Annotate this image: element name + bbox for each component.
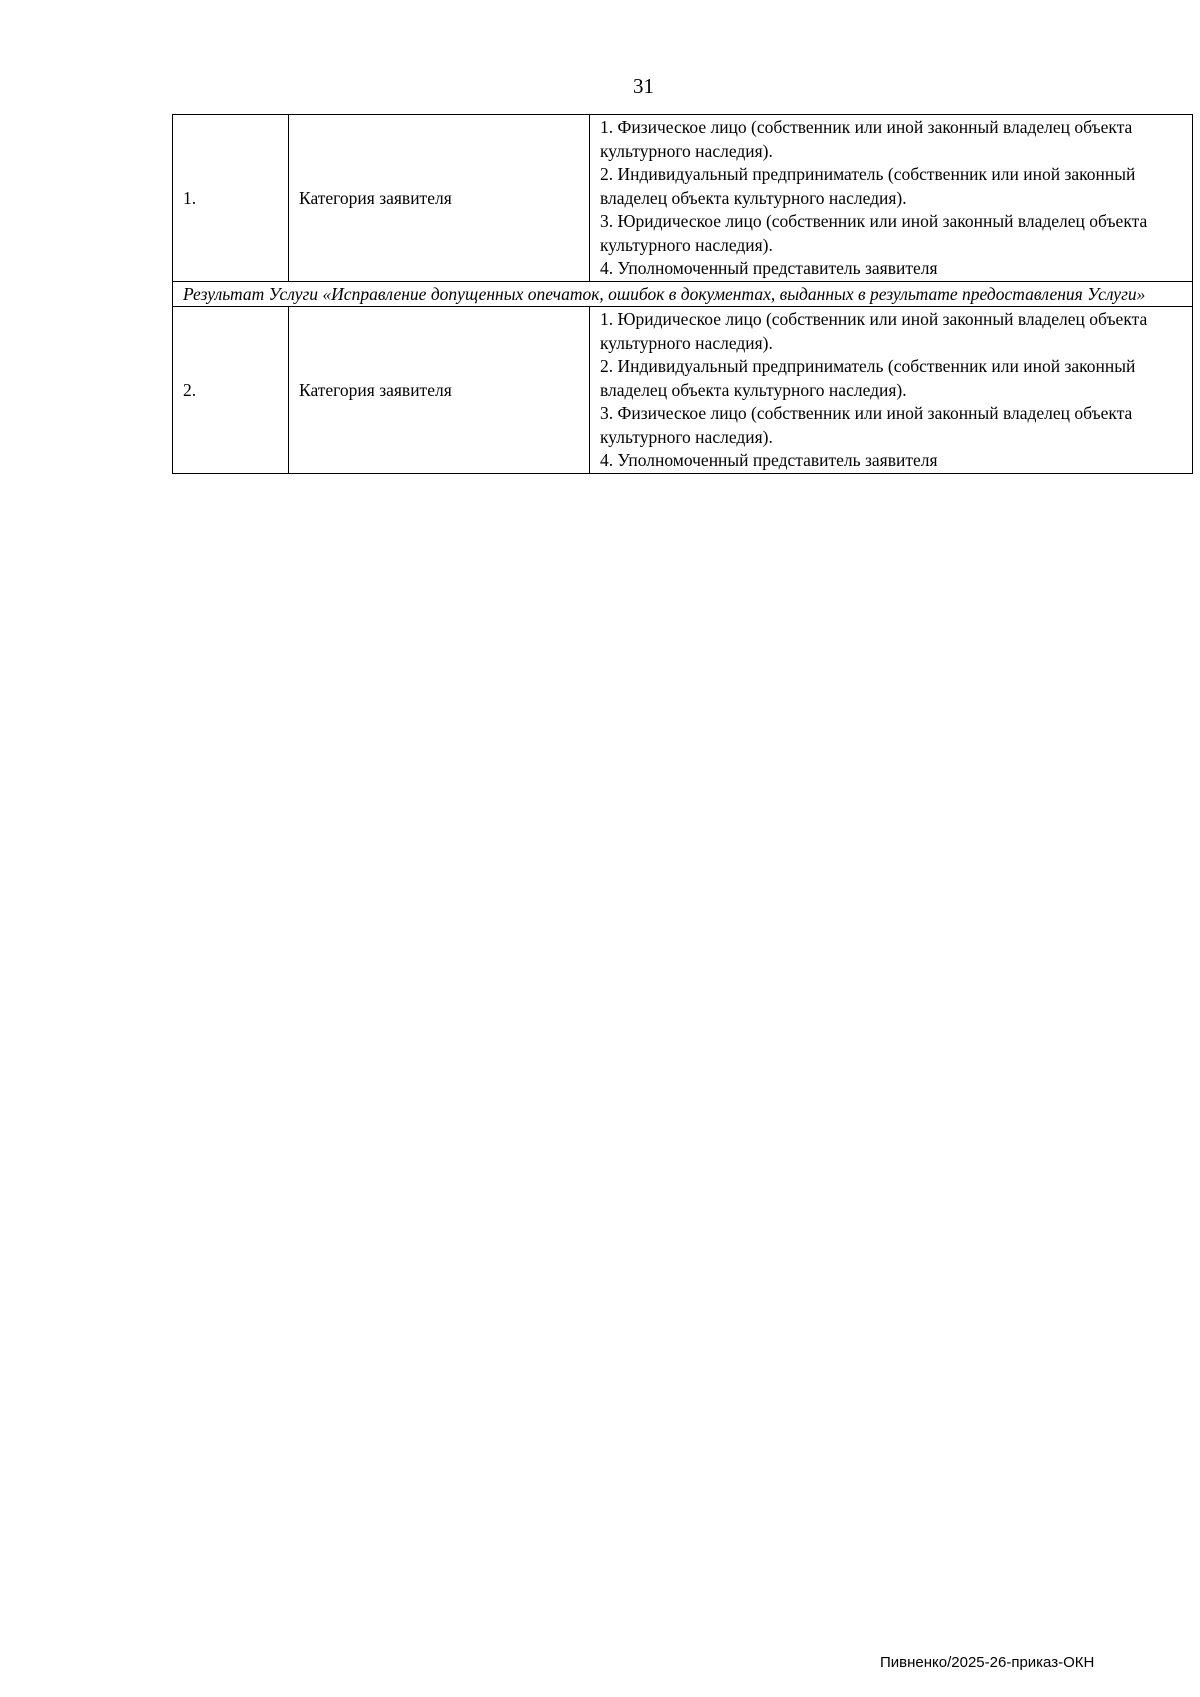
row-number: 1.: [173, 115, 289, 282]
value-item: 4. Уполномоченный представитель заявителя: [600, 450, 938, 470]
page-number: 31: [633, 74, 654, 98]
row-values: [590, 115, 1193, 282]
row-values: [590, 307, 1193, 474]
table-row: [173, 115, 1193, 282]
value-item: 1. Юридическое лицо (собственник или иной законный владелец объекта культурного наследия).: [600, 309, 1148, 353]
value-item: 4. Уполномоченный представитель заявителя: [600, 258, 938, 278]
document-footer-code: Пивненко/2025-26-приказ-ОКН: [880, 1654, 1095, 1671]
table-row: [173, 307, 1193, 474]
value-item: 3. Юридическое лицо (собственник или иной законный владелец объекта культурного наследия).: [600, 211, 1148, 255]
value-item: 3. Физическое лицо (собственник или иной законный владелец объекта культурного наследия).: [600, 403, 1133, 447]
value-item: 1. Физическое лицо (собственник или иной законный владелец объекта культурного наследия).: [600, 117, 1133, 161]
section-header-row: [173, 281, 1193, 307]
value-item: 2. Индивидуальный предприниматель (собственник или иной законный владелец объекта культурного наследия).: [600, 356, 1136, 400]
row-label: Категория заявителя: [289, 115, 590, 282]
row-number: 2.: [173, 307, 289, 474]
value-item: 2. Индивидуальный предприниматель (собственник или иной законный владелец объекта культурного наследия).: [600, 164, 1136, 208]
applicant-category-table: [172, 114, 1193, 474]
row-label: Категория заявителя: [289, 307, 590, 474]
section-header: Результат Услуги «Исправление допущенных опечаток, ошибок в документах, выданных в результате предоставления Услуги»: [173, 281, 1193, 307]
